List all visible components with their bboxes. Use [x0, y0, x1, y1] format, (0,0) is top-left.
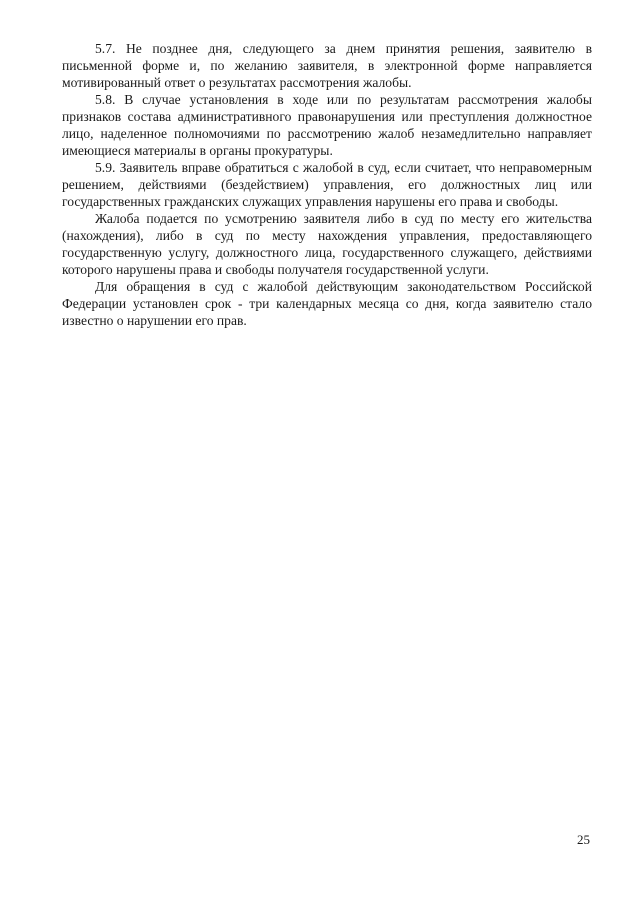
paragraph-5-8: 5.8. В случае установления в ходе или по результатам рассмотрения жалобы признаков состава административного правонарушения или преступления должностное лицо, наделенное полномочиями по рассмотрению жалоб незамедлительно направляет имеющиеся материалы в органы прокуратуры. [62, 92, 592, 158]
paragraph-court-deadline: Для обращения в суд с жалобой действующим законодательством Российской Федерации установлен срок - три календарных месяца со дня, когда заявителю стало известно о нарушении его прав. [62, 279, 592, 328]
paragraph-complaint-venue: Жалоба подается по усмотрению заявителя либо в суд по месту его жительства (нахождения), либо в суд по месту нахождения управления, предоставляющего государственную услугу, должностного лица, государственного служащего, действиями которого нарушены права и свободы получателя государственной услуги. [62, 211, 592, 277]
paragraph-5-7: 5.7. Не позднее дня, следующего за днем принятия решения, заявителю в письменной форме и, по желанию заявителя, в электронной форме направляется мотивированный ответ о результатах рассмотрения жалобы. [62, 41, 592, 90]
body-text [62, 40, 592, 329]
page-number: 25 [577, 832, 590, 847]
paragraph-5-9: 5.9. Заявитель вправе обратиться с жалобой в суд, если считает, что неправомерным решением, действиями (бездействием) управления, его должностных лиц или государственных гражданских служащих управления нарушены его права и свободы. [62, 160, 592, 209]
